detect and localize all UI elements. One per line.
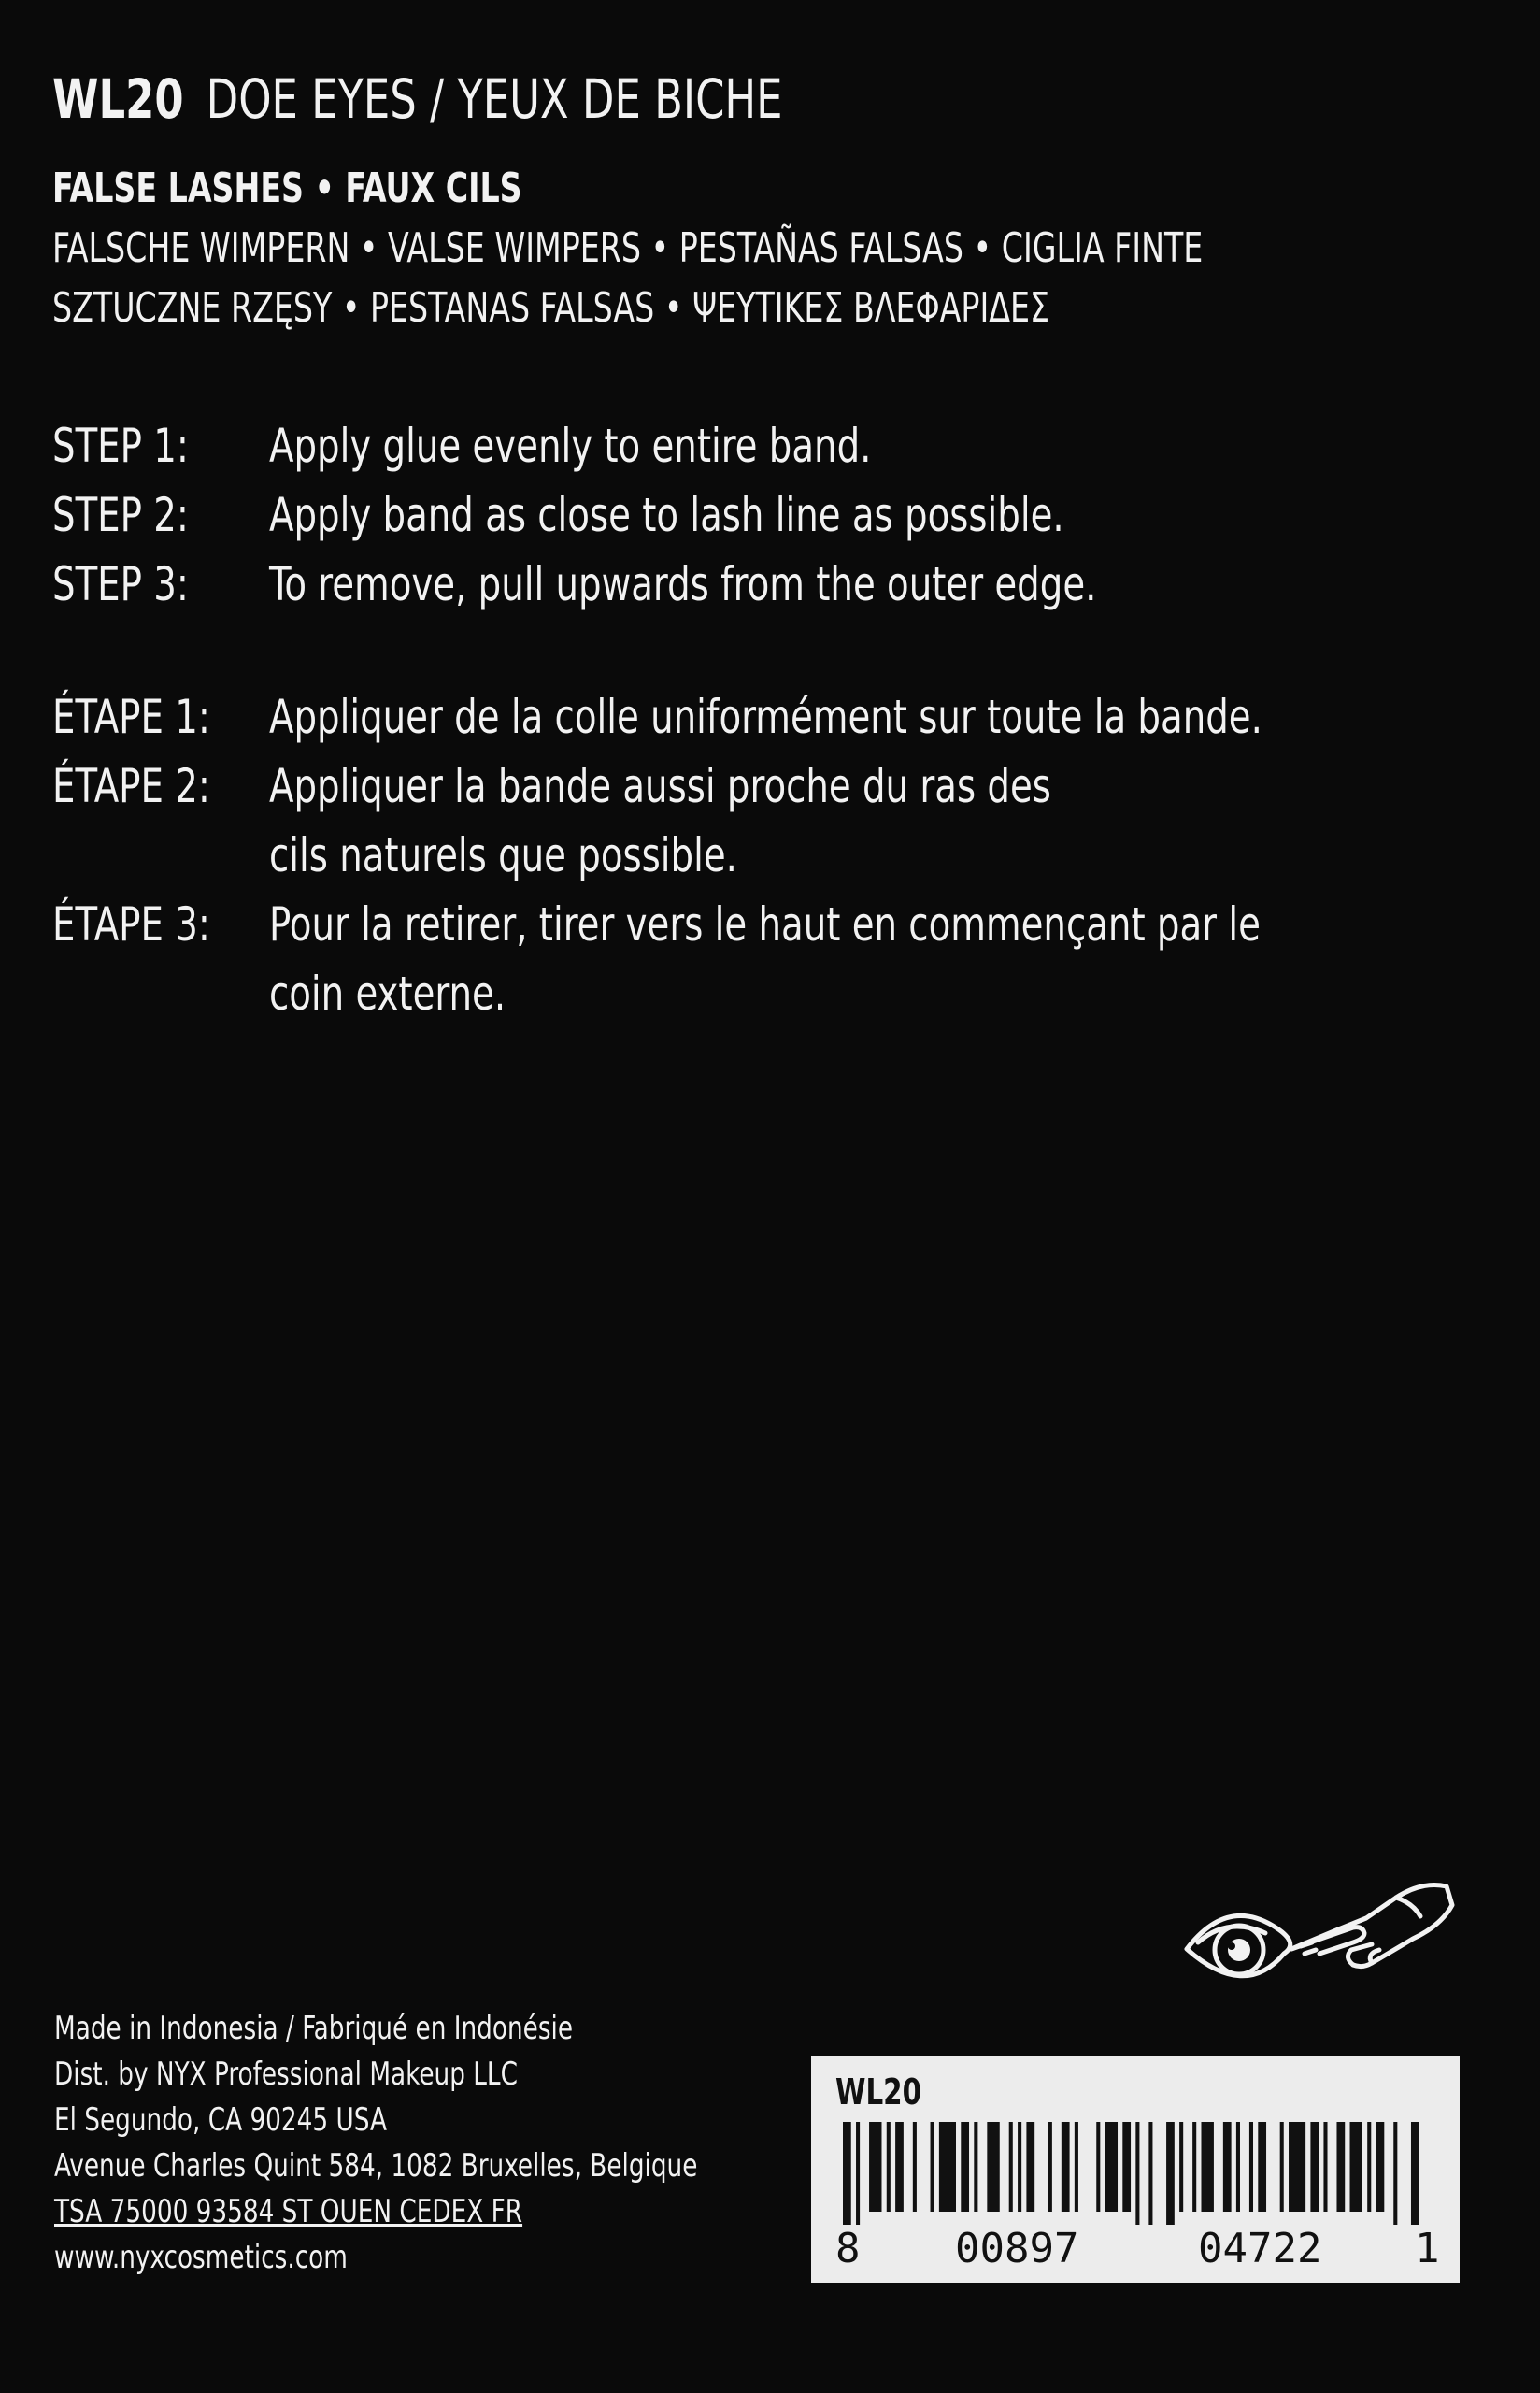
barcode-bar [1223, 2122, 1232, 2212]
step-text-line: coin externe. [269, 967, 506, 1021]
barcode-digit-group: 00897 [955, 2225, 1079, 2272]
barcode-digit-group: 04722 [1198, 2225, 1322, 2272]
address-fr-line: TSA 75000 93584 ST OUEN CEDEX FR [54, 2193, 523, 2230]
eye-highlight [1228, 1942, 1235, 1950]
barcode-bar [1026, 2122, 1034, 2212]
step-text: Apply band as close to lash line as possible. [269, 488, 1064, 542]
eye-pupil [1228, 1939, 1250, 1961]
website-link[interactable]: www.nyxcosmetics.com [54, 2239, 348, 2276]
barcode-bar [1135, 2122, 1139, 2225]
product-title [52, 67, 783, 131]
barcode-bar [1367, 2122, 1371, 2212]
product-type-en-fr: FALSE LASHES • FAUX CILS [52, 165, 522, 212]
step-label: ÉTAPE 1: [52, 690, 210, 744]
step-text-line: Appliquer la bande aussi proche du ras des [269, 759, 1051, 813]
step-text-line: cils naturels que possible. [269, 828, 737, 882]
barcode-bar [856, 2122, 860, 2225]
barcode-bar [974, 2122, 977, 2212]
step-item [52, 411, 1491, 480]
product-type-translations [52, 159, 1422, 338]
barcode-bar [1201, 2122, 1213, 2212]
barcode-number [835, 2225, 1440, 2272]
barcode-bar [1096, 2122, 1100, 2212]
barcode-bar [869, 2122, 881, 2212]
step-label: STEP 1: [52, 419, 189, 473]
barcode-bar [1192, 2122, 1196, 2212]
instructions-french [52, 682, 1491, 1028]
barcode-bar [1122, 2122, 1131, 2212]
barcode-bar [1350, 2122, 1362, 2212]
barcode-bar [939, 2122, 956, 2212]
step-label: ÉTAPE 2: [52, 759, 210, 813]
barcode-bar [1280, 2122, 1284, 2212]
step-item [52, 682, 1491, 752]
step-text [269, 682, 1320, 752]
address-us-line: El Segundo, CA 90245 USA [54, 2101, 387, 2139]
barcode-bar [1411, 2122, 1419, 2225]
step-text [269, 752, 1320, 890]
barcode-bar [1236, 2122, 1240, 2212]
instructions-english [52, 411, 1491, 619]
barcode-bar [1075, 2122, 1078, 2212]
step-label: STEP 3: [52, 557, 189, 611]
step-text: Apply glue evenly to entire band. [269, 419, 872, 473]
barcode-bar [843, 2122, 851, 2225]
step-item [52, 752, 1491, 890]
barcode-bar [1009, 2122, 1013, 2212]
distributor-line: Dist. by NYX Professional Makeup LLC [54, 2056, 518, 2093]
barcode-bar [1323, 2122, 1327, 2212]
barcode-bar [1148, 2122, 1152, 2225]
barcode-bar [887, 2122, 891, 2212]
product-name: DOE EYES / YEUX DE BICHE [206, 67, 783, 131]
eye-with-pointing-hand-icon [1179, 1860, 1460, 2010]
barcode-product-code: WL20 [835, 2071, 922, 2113]
step-text: To remove, pull upwards from the outer edge. [269, 557, 1097, 611]
manufacturer-info [54, 2006, 802, 2281]
barcode-bar [1062, 2122, 1070, 2212]
barcode-bar [1105, 2122, 1118, 2212]
barcode-bars [843, 2122, 1424, 2225]
product-code: WL20 [52, 67, 184, 131]
barcode-bar [931, 2122, 934, 2212]
step-item [52, 890, 1491, 1028]
barcode-bar [1376, 2122, 1385, 2212]
barcode-label [811, 2056, 1460, 2283]
barcode-bar [1258, 2122, 1266, 2212]
barcode-bar [1166, 2122, 1175, 2225]
barcode-bar [1289, 2122, 1305, 2212]
barcode-bar [1249, 2122, 1253, 2212]
step-text [269, 890, 1320, 1028]
step-text-line: Appliquer de la colle uniformément sur toute la bande. [269, 690, 1262, 744]
product-type-pl-pt-el: SZTUCZNE RZĘSY • PESTANAS FALSAS • ΨΕΥΤΙΚΕΣ ΒΛΕΦΑΡΙΔΕΣ [52, 284, 1050, 332]
barcode-bar [961, 2122, 969, 2212]
barcode-bar [1393, 2122, 1397, 2225]
barcode-digit-group: 8 [835, 2225, 861, 2272]
barcode-bar [1048, 2122, 1052, 2212]
barcode-bar [1179, 2122, 1183, 2212]
barcode-bar [987, 2122, 999, 2212]
origin-line: Made in Indonesia / Fabriqué en Indonésie [54, 2010, 574, 2047]
barcode-bar [1018, 2122, 1021, 2212]
barcode-digit-group: 1 [1415, 2225, 1440, 2272]
barcode-bar [895, 2122, 904, 2212]
product-type-de-nl-es-it: FALSCHE WIMPERN • VALSE WIMPERS • PESTAÑAS FALSAS • CIGLIA FINTE [52, 224, 1204, 272]
step-label: ÉTAPE 3: [52, 897, 210, 952]
address-be-line: Avenue Charles Quint 584, 1082 Bruxelles, Belgique [54, 2147, 698, 2185]
step-item [52, 480, 1491, 550]
step-item [52, 550, 1491, 619]
barcode-bar [1310, 2122, 1319, 2212]
barcode-bar [913, 2122, 917, 2212]
step-label: STEP 2: [52, 488, 189, 542]
step-text-line: Pour la retirer, tirer vers le haut en commençant par le [269, 897, 1261, 952]
barcode-bar [1336, 2122, 1345, 2212]
